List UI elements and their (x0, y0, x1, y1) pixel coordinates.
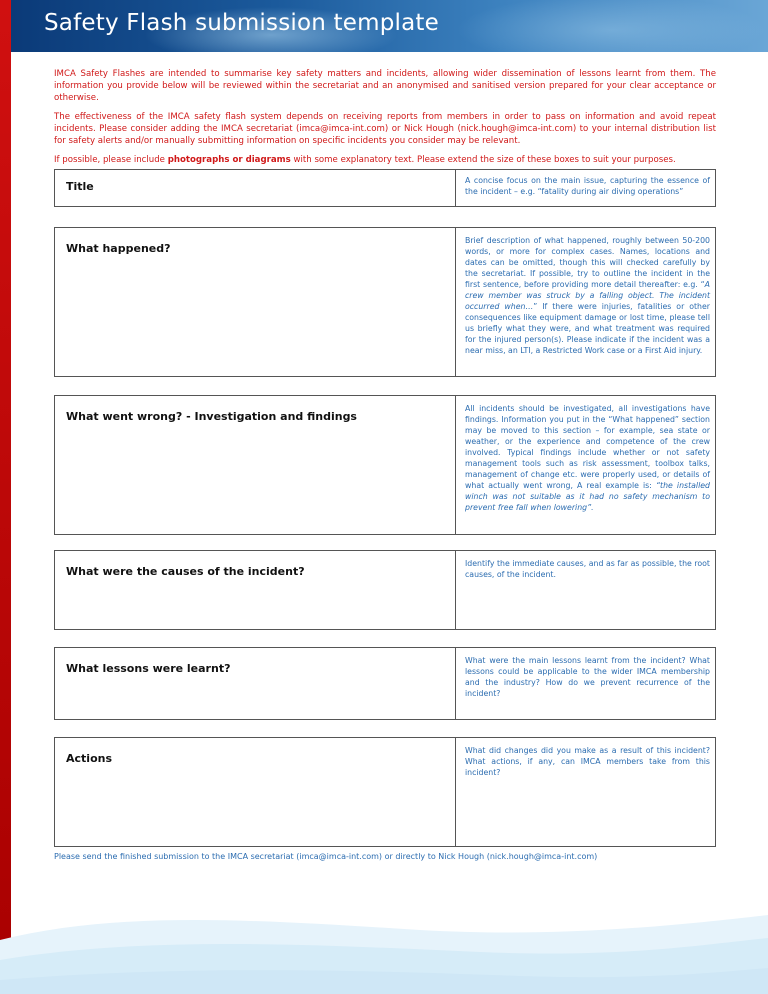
section-actions (54, 737, 716, 847)
actions-input-area[interactable] (55, 738, 456, 846)
guide-what-went-wrong-b: “the installed winch was not suitable as it had no safety mechanism to prevent free fall when lowering”. (465, 481, 711, 512)
intro-paragraph-1: IMCA Safety Flashes are intended to summarise key safety matters and incidents, allowing wider dissemination of lessons learnt from them. The information you provide below will be reviewed within the secretariat and an anonymised and sanitised version prepared for your clear acceptance or otherwise. (54, 69, 716, 103)
section-label-lessons: What lessons were learnt? (66, 662, 231, 675)
section-label-causes: What were the causes of the incident? (66, 565, 305, 578)
guide-what-went-wrong-a: All incidents should be investigated, all investigations have findings. Information you put in the “What happened” section may be moved to this section – for example, sea state or weather, or the experience and competence of the crew involved. Typical findings include whether or not safety management tools such as risk assessment, toolbox talks, management of change etc. were properly used, or details of what actually went wrong, A real example is: (465, 404, 710, 490)
intro-p3-emphasis: photographs or diagrams (167, 155, 291, 165)
page-title: Safety Flash submission template (44, 10, 439, 36)
section-guide-actions: What did changes did you make as a result of this incident? What actions, if any, can IMCA members take from this incident? (465, 746, 710, 777)
guide-what-happened-a: Brief description of what happened, roughly between 50-200 words, or more for complex cases. Names, locations and dates can be omitted, though this will checked carefully by the secretariat. If possible, try to outline the incident in the first sentence, before providing more detail thereafter: e.g. “ (465, 236, 710, 289)
section-label-what-went-wrong: What went wrong? - Investigation and findings (66, 410, 357, 423)
left-red-stripe (0, 0, 11, 994)
what-happened-input-area[interactable] (55, 228, 456, 376)
intro-paragraph-3 (54, 154, 716, 166)
section-label-what-happened: What happened? (66, 242, 171, 255)
section-lessons (54, 647, 716, 720)
intro-p3-before: If possible, please include (54, 155, 168, 165)
header-banner (11, 0, 768, 52)
lessons-input-area[interactable] (55, 648, 456, 719)
section-what-went-wrong (54, 395, 716, 535)
intro-text (54, 68, 716, 173)
section-what-happened (54, 227, 716, 377)
section-guide-what-went-wrong (465, 403, 710, 513)
title-input-area[interactable] (55, 170, 456, 206)
intro-paragraph-2: The effectiveness of the IMCA safety flash system depends on receiving reports from members in order to pass on information and avoid repeat incidents. Please consider adding the IMCA secretariat (imca@imca-int.com) or Nick Hough (nick.hough@imca-int.com) to your internal distribution list for safety alerts and/or manually submitting information on specific incidents you consider may be relevant. (54, 112, 716, 146)
section-label-actions: Actions (66, 752, 112, 765)
guide-what-happened-c: ” If there were injuries, fatalities or other consequences like equipment damage or lost time, please tell us briefly what they were, and what treatment was required for the injured person(s). Please indicate if the incident was a near miss, an LTI, a Restricted Work case or a First Aid injury. (465, 302, 710, 355)
guide-what-happened-b: A crew member was struck by a falling object. The incident occurred when… (465, 280, 710, 311)
intro-p3-after: with some explanatory text. Please extend the size of these boxes to suit your purposes. (290, 155, 676, 165)
section-causes (54, 550, 716, 630)
section-title (54, 169, 716, 207)
footer-note: Please send the finished submission to the IMCA secretariat (imca@imca-int.com) or directly to Nick Hough (nick.hough@imca-int.com) (54, 852, 598, 861)
causes-input-area[interactable] (55, 551, 456, 629)
section-guide-what-happened (465, 235, 710, 356)
section-guide-causes: Identify the immediate causes, and as far as possible, the root causes, of the incident. (465, 559, 710, 579)
section-guide-lessons: What were the main lessons learnt from the incident? What lessons could be applicable to the wider IMCA membership and the industry? How do we prevent recurrence of the incident? (465, 656, 710, 698)
what-went-wrong-input-area[interactable] (55, 396, 456, 534)
section-label-title: Title (66, 180, 94, 193)
bottom-wave-decoration (0, 900, 768, 994)
section-guide-title: A concise focus on the main issue, capturing the essence of the incident – e.g. “fatality during air diving operations” (465, 176, 710, 196)
